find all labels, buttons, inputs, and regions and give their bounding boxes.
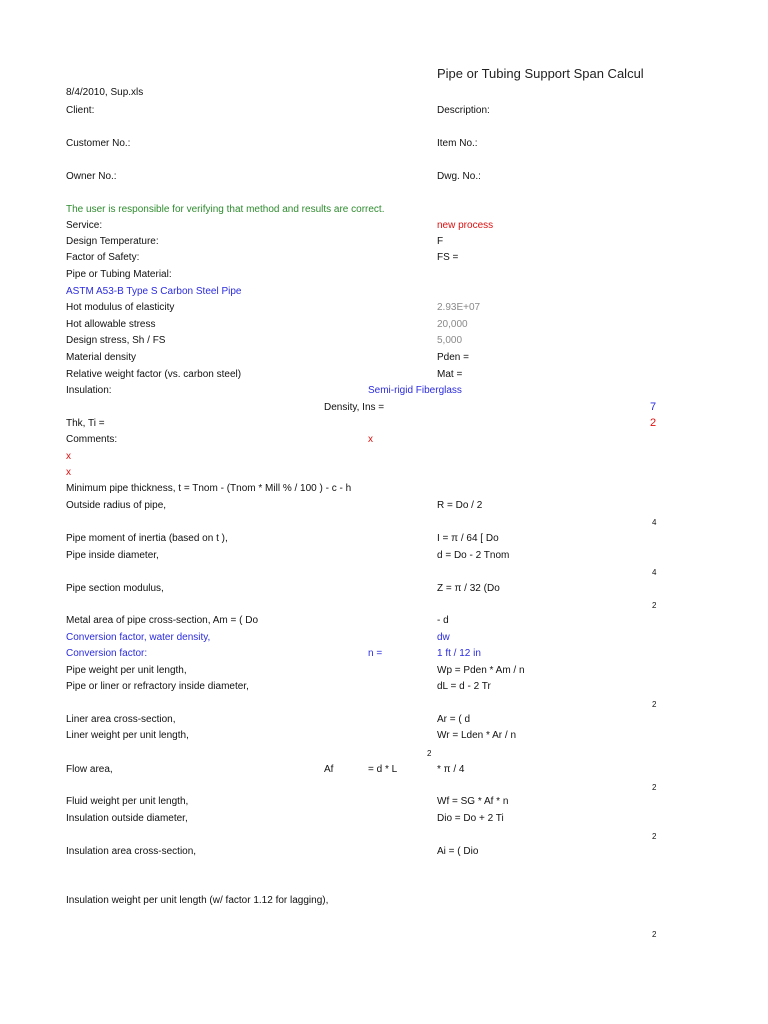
liner-area-exponent: 2 — [652, 700, 657, 709]
design-stress-value: 5,000 — [437, 335, 463, 346]
ins-density-value[interactable]: 7 — [650, 401, 657, 413]
fluid-exponent: 2 — [652, 783, 657, 792]
liner-diameter-label: Pipe or liner or refractory inside diameter, — [66, 681, 249, 692]
material-value[interactable]: ASTM A53-B Type S Carbon Steel Pipe — [66, 286, 242, 297]
comment-mark[interactable]: x — [66, 467, 71, 478]
min-thickness-formula: Minimum pipe thickness, t = Tnom - (Tnom * Mill % / 100 ) - c - h — [66, 483, 352, 494]
insulation-area-formula: Ai = ( Dio — [437, 846, 479, 857]
liner-diameter-formula: dL = d - 2 Tr — [437, 681, 491, 692]
client-label: Client: — [66, 105, 95, 116]
rel-weight-symbol: Mat = — [437, 369, 463, 380]
conversion-symbol: n = — [368, 648, 383, 659]
service-label: Service: — [66, 220, 103, 231]
moment-formula: I = π / 64 [ Do — [437, 533, 499, 544]
fos-label: Factor of Safety: — [66, 252, 140, 263]
metal-area-exponent: 2 — [652, 601, 657, 610]
insulation-weight-label: Insulation weight per unit length (w/ factor 1.12 for lagging), — [66, 895, 329, 906]
flow-exponent: 2 — [427, 749, 432, 758]
insulation-weight-exponent: 2 — [652, 930, 657, 939]
ins-density-label: Density, Ins = — [324, 402, 385, 413]
liner-weight-label: Liner weight per unit length, — [66, 730, 189, 741]
page-title: Pipe or Tubing Support Span Calcul — [437, 66, 644, 81]
hot-allowable-label: Hot allowable stress — [66, 319, 156, 330]
pipe-weight-label: Pipe weight per unit length, — [66, 665, 187, 676]
comment-mark[interactable]: x — [66, 451, 71, 462]
thk-value[interactable]: 2 — [650, 417, 657, 429]
rel-weight-label: Relative weight factor (vs. carbon steel) — [66, 369, 242, 380]
insulation-od-formula: Dio = Do + 2 Ti — [437, 813, 504, 824]
description-label: Description: — [437, 105, 490, 116]
customer-no-label: Customer No.: — [66, 138, 131, 149]
section-modulus-exponent: 4 — [652, 568, 657, 577]
conversion-value: 1 ft / 12 in — [437, 648, 481, 659]
pipe-weight-formula: Wp = Pden * Am / n — [437, 665, 525, 676]
flow-area-label: Flow area, — [66, 764, 113, 775]
fluid-weight-formula: Wf = SG * Af * n — [437, 796, 509, 807]
design-temp-label: Design Temperature: — [66, 236, 159, 247]
dwg-no-label: Dwg. No.: — [437, 171, 481, 182]
outside-radius-formula: R = Do / 2 — [437, 500, 483, 511]
section-modulus-label: Pipe section modulus, — [66, 583, 164, 594]
liner-area-formula: Ar = ( d — [437, 714, 471, 725]
outside-radius-label: Outside radius of pipe, — [66, 500, 167, 511]
moment-exponent: 4 — [652, 518, 657, 527]
insulation-area-label: Insulation area cross-section, — [66, 846, 197, 857]
section-modulus-formula: Z = π / 32 (Do — [437, 583, 500, 594]
item-no-label: Item No.: — [437, 138, 478, 149]
inside-diameter-label: Pipe inside diameter, — [66, 550, 159, 561]
flow-area-formula-part: * π / 4 — [437, 764, 465, 775]
comment-mark[interactable]: x — [368, 434, 373, 445]
metal-area-label: Metal area of pipe cross-section, Am = ( Do — [66, 615, 259, 626]
conversion-label: Conversion factor: — [66, 648, 148, 659]
liner-weight-formula: Wr = Lden * Ar / n — [437, 730, 517, 741]
density-symbol: Pden = — [437, 352, 469, 363]
moment-label: Pipe moment of inertia (based on t ), — [66, 533, 228, 544]
fluid-weight-label: Fluid weight per unit length, — [66, 796, 189, 807]
insulation-label: Insulation: — [66, 385, 112, 396]
water-density-label: Conversion factor, water density, — [66, 632, 211, 643]
insulation-od-label: Insulation outside diameter, — [66, 813, 188, 824]
design-stress-label: Design stress, Sh / FS — [66, 335, 166, 346]
thk-label: Thk, Ti = — [66, 418, 105, 429]
density-label: Material density — [66, 352, 137, 363]
comments-label: Comments: — [66, 434, 118, 445]
insulation-area-exponent: 2 — [652, 832, 657, 841]
flow-area-formula: = d * L — [368, 764, 398, 775]
owner-no-label: Owner No.: — [66, 171, 117, 182]
inside-diameter-formula: d = Do - 2 Tnom — [437, 550, 510, 561]
responsibility-notice: The user is responsible for verifying that method and results are correct. — [66, 204, 385, 215]
design-temp-unit: F — [437, 236, 444, 247]
flow-area-symbol: Af — [324, 764, 334, 775]
material-label: Pipe or Tubing Material: — [66, 269, 172, 280]
insulation-value[interactable]: Semi-rigid Fiberglass — [368, 385, 462, 396]
hot-modulus-label: Hot modulus of elasticity — [66, 302, 175, 313]
liner-area-label: Liner area cross-section, — [66, 714, 176, 725]
fos-symbol: FS = — [437, 252, 459, 263]
service-value[interactable]: new process — [437, 220, 494, 231]
water-density-symbol: dw — [437, 632, 450, 643]
hot-allowable-value: 20,000 — [437, 319, 468, 330]
metal-area-formula: - d — [437, 615, 449, 626]
file-info: 8/4/2010, Sup.xls — [66, 87, 144, 98]
hot-modulus-value: 2.93E+07 — [437, 302, 481, 313]
